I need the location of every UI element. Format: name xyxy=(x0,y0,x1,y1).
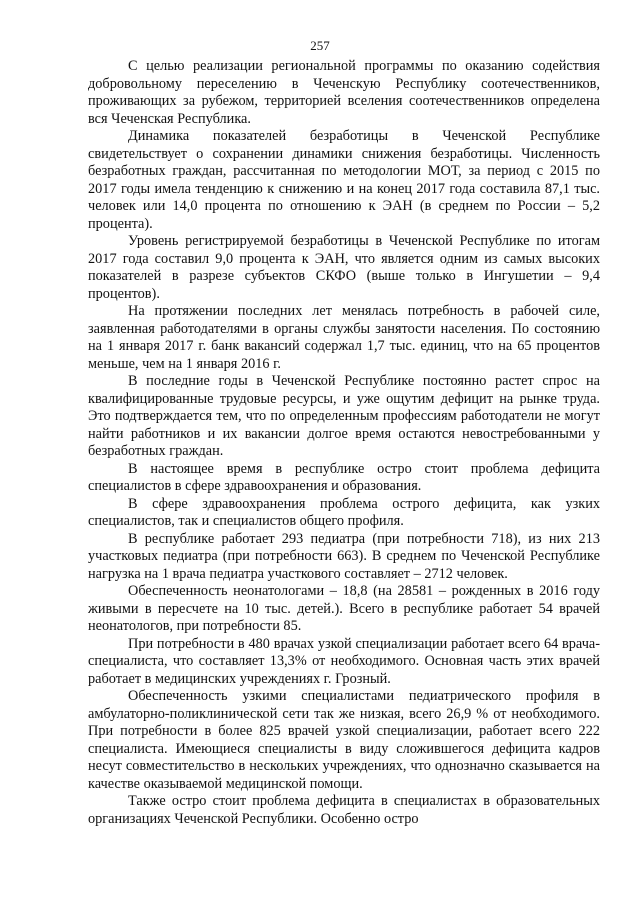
paragraph: На протяжении последних лет менялась потребность в рабочей силе, заявленная работодателями в органы службы занятости населения. По состоянию на 1 января 2017 г. банк вакансий содержал 1,7 тыс. единиц, что на 65 процентов меньше, чем на 1 января 2016 г. xyxy=(88,303,600,372)
paragraph: Динамика показателей безработицы в Чеченской Республике свидетельствует о сохранении динамики снижения безработицы. Численность безработных граждан, рассчитанная по методологии МОТ, за период с 2015 по 2017 годы имела тенденцию к снижению и на конец 2017 года составила 87,1 тыс. человек или 14,0 процента по отношению к ЭАН (в среднем по России – 5,2 процента). xyxy=(88,128,600,232)
paragraph: При потребности в 480 врачах узкой специализации работает всего 64 врача-специалиста, что составляет 13,3% от необходимого. Основная часть этих врачей работает в медицинских учреждениях г. Грозный. xyxy=(88,635,600,687)
paragraph: В настоящее время в республике остро стоит проблема дефицита специалистов в сфере здравоохранения и образования. xyxy=(88,460,600,494)
paragraph: Обеспеченность неонатологами – 18,8 (на 28581 – рожденных в 2016 году живыми в пересчете на 10 тыс. детей.). Всего в республике работает 54 врачей неонатологов, при потребности 85. xyxy=(88,583,600,634)
paragraph: Уровень регистрируемой безработицы в Чеченской Республике по итогам 2017 года составил 9,0 процента к ЭАН, что является одним из самых высоких показателей в разрезе субъектов СКФО (выше только в Ингушетии – 9,4 процентов). xyxy=(88,233,600,302)
paragraph: В республике работает 293 педиатра (при потребности 718), из них 213 участковых педиатра (при потребности 663). В среднем по Чеченской Республике нагрузка на 1 врача педиатра участкового составляет – 2712 человек. xyxy=(88,530,600,582)
document-body xyxy=(88,58,600,828)
paragraph: В сфере здравоохранения проблема острого дефицита, как узких специалистов, так и специалистов общего профиля. xyxy=(88,495,600,529)
paragraph: В последние годы в Чеченской Республике постоянно растет спрос на квалифицированные трудовые ресурсы, и уже ощутим дефицит на рынке труда. Это подтверждается тем, что по определенным профессиям работодатели не могут найти работников и их вакансии долгое время остаются невостребованными у безработных граждан. xyxy=(88,373,600,459)
paragraph: Обеспеченность узкими специалистами педиатрического профиля в амбулаторно-поликлинической сети так же низкая, всего 26,9 % от необходимого. При потребности в более 825 врачей узкой специализации, работает всего 222 специалиста. Имеющиеся специалисты в виду сложившегося дефицита кадров несут совместительство в нескольких учреждениях, что однозначно сказывается на качестве оказываемой медицинской помощи. xyxy=(88,688,600,792)
page-number: 257 xyxy=(310,38,330,53)
paragraph: С целью реализации региональной программы по оказанию содействия добровольному переселению в Чеченскую Республику соотечественников, проживающих за рубежом, территорией вселения соотечественников определена вся Чеченская Республика. xyxy=(88,58,600,127)
paragraph: Также остро стоит проблема дефицита в специалистах в образовательных организациях Чеченской Республики. Особенно остро xyxy=(88,793,600,827)
